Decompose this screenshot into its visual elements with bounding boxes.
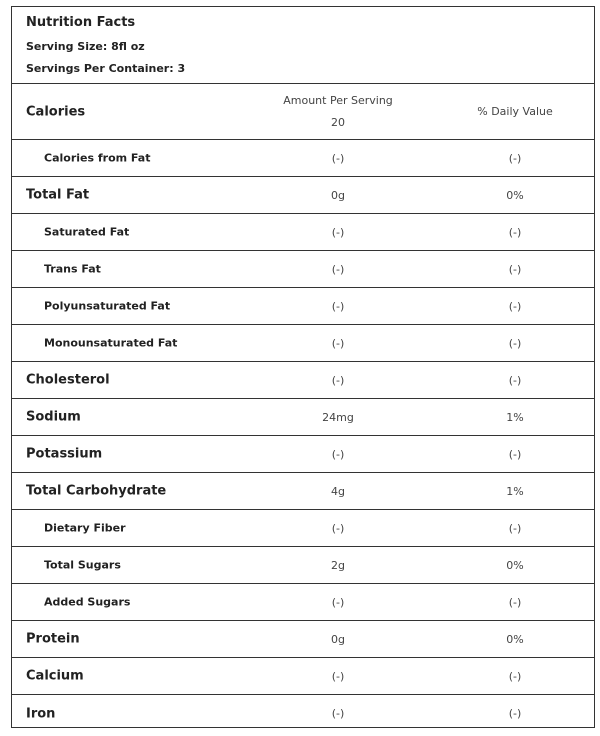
nutrient-label: Total Sugars xyxy=(44,558,121,572)
nutrient-daily-value: (-) xyxy=(508,448,522,461)
nutrient-daily-value: (-) xyxy=(508,337,522,350)
nutrient-amount: 0g xyxy=(331,189,345,202)
nutrient-amount: (-) xyxy=(331,448,345,461)
table-row xyxy=(12,436,594,473)
calories-amount: 20 xyxy=(331,116,345,129)
nutrient-amount: (-) xyxy=(331,707,345,720)
nutrient-amount: 4g xyxy=(331,485,345,498)
nutrient-label: Cholesterol xyxy=(26,372,110,388)
nutrient-amount: (-) xyxy=(331,300,345,313)
nutrient-label: Dietary Fiber xyxy=(44,521,126,535)
nutrient-amount: (-) xyxy=(331,263,345,276)
nutrient-daily-value: (-) xyxy=(508,670,522,683)
table-row xyxy=(12,288,594,325)
nutrient-daily-value: 1% xyxy=(506,485,524,498)
nutrient-daily-value: (-) xyxy=(508,263,522,276)
nutrient-daily-value: (-) xyxy=(508,374,522,387)
serving-size: Serving Size: 8fl oz xyxy=(26,40,145,53)
nutrient-amount: (-) xyxy=(331,337,345,350)
nutrient-label: Saturated Fat xyxy=(44,225,130,239)
table-row xyxy=(12,399,594,436)
nutrient-label: Calcium xyxy=(26,668,84,684)
table-row xyxy=(12,362,594,399)
panel-title: Nutrition Facts xyxy=(26,15,136,30)
calories-label: Calories xyxy=(26,104,86,120)
nutrient-label: Polyunsaturated Fat xyxy=(44,299,171,313)
table-row xyxy=(12,658,594,695)
daily-value-header: % Daily Value xyxy=(477,105,553,118)
nutrient-daily-value: 0% xyxy=(506,189,524,202)
nutrient-amount: (-) xyxy=(331,152,345,165)
nutrient-amount: (-) xyxy=(331,374,345,387)
table-row xyxy=(12,584,594,621)
nutrient-label: Added Sugars xyxy=(44,595,131,609)
nutrition-facts-panel xyxy=(11,6,595,728)
nutrient-amount: (-) xyxy=(331,522,345,535)
nutrient-daily-value: 0% xyxy=(506,633,524,646)
calories-row xyxy=(12,84,594,140)
nutrient-label: Protein xyxy=(26,631,80,647)
nutrient-label: Calories from Fat xyxy=(44,151,151,165)
nutrient-table xyxy=(12,84,594,732)
nutrient-daily-value: (-) xyxy=(508,707,522,720)
nutrient-daily-value: (-) xyxy=(508,300,522,313)
table-row xyxy=(12,695,594,732)
table-row xyxy=(12,547,594,584)
nutrient-daily-value: 1% xyxy=(506,411,524,424)
nutrient-label: Potassium xyxy=(26,446,103,462)
nutrient-amount: (-) xyxy=(331,226,345,239)
amount-per-serving-header: Amount Per Serving xyxy=(283,94,393,107)
nutrient-label: Monounsaturated Fat xyxy=(44,336,178,350)
nutrient-label: Sodium xyxy=(26,409,81,425)
nutrient-daily-value: (-) xyxy=(508,226,522,239)
table-row xyxy=(12,473,594,510)
nutrient-amount: (-) xyxy=(331,670,345,683)
nutrient-label: Total Carbohydrate xyxy=(26,483,167,499)
nutrient-amount: 0g xyxy=(331,633,345,646)
nutrient-amount: 2g xyxy=(331,559,345,572)
table-row xyxy=(12,177,594,214)
nutrient-amount: (-) xyxy=(331,596,345,609)
nutrient-daily-value: 0% xyxy=(506,559,524,572)
table-row xyxy=(12,510,594,547)
nutrition-header xyxy=(12,7,594,84)
nutrient-daily-value: (-) xyxy=(508,522,522,535)
nutrient-label: Trans Fat xyxy=(44,262,101,276)
nutrient-daily-value: (-) xyxy=(508,596,522,609)
nutrient-daily-value: (-) xyxy=(508,152,522,165)
table-row xyxy=(12,214,594,251)
nutrient-amount: 24mg xyxy=(322,411,354,424)
nutrient-label: Total Fat xyxy=(26,187,90,203)
servings-per-container: Servings Per Container: 3 xyxy=(26,62,186,75)
nutrient-label: Iron xyxy=(26,706,56,721)
table-row xyxy=(12,140,594,177)
table-row xyxy=(12,251,594,288)
table-row xyxy=(12,621,594,658)
table-row xyxy=(12,325,594,362)
